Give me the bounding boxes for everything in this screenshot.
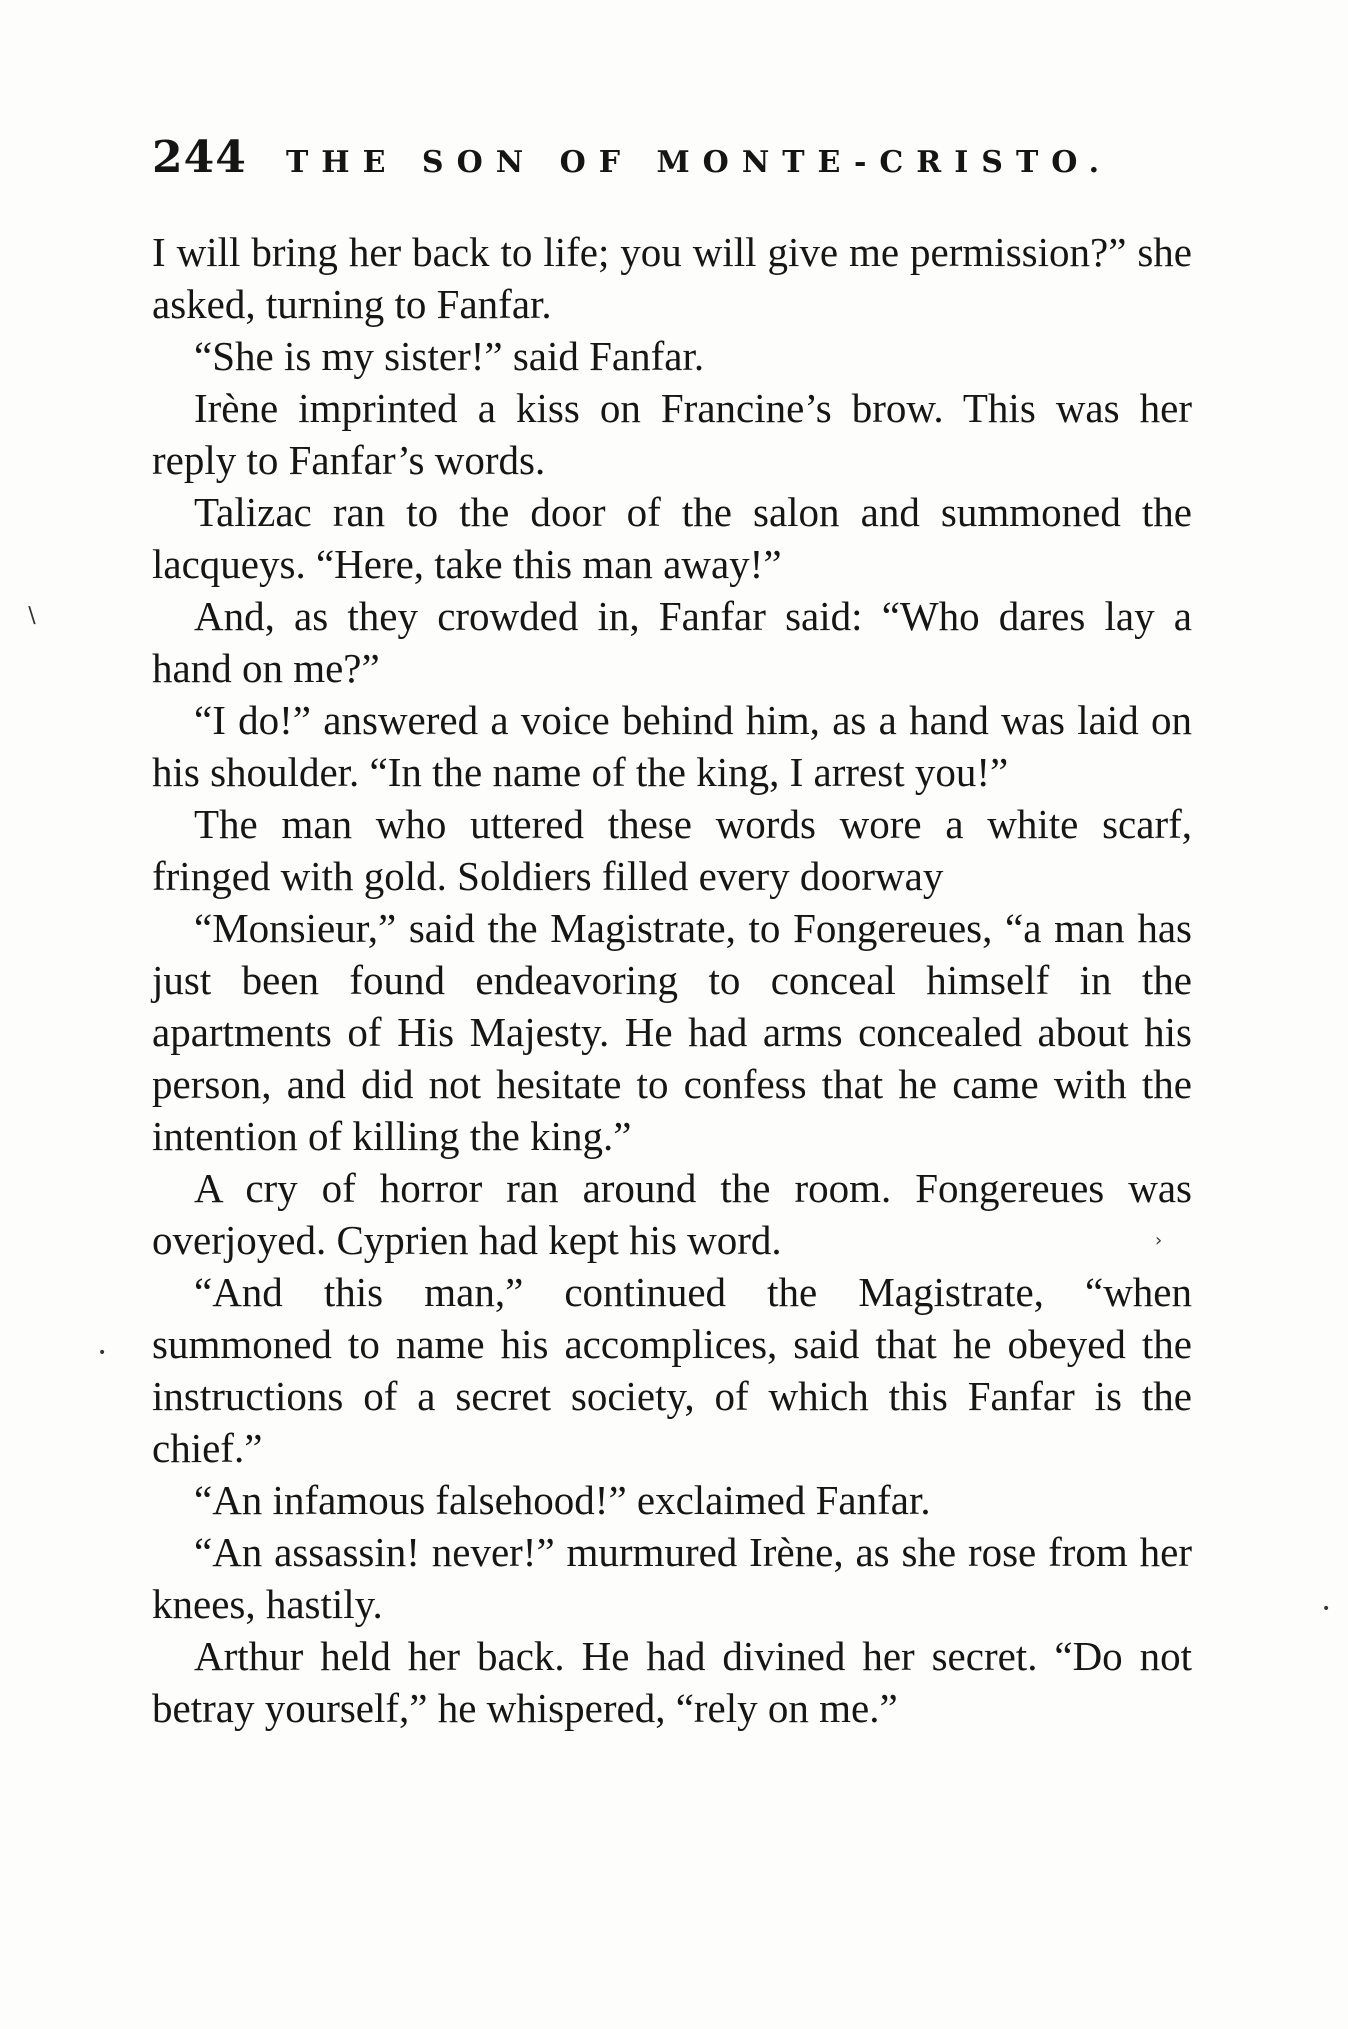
body-text [152, 226, 1192, 1734]
stray-mark-left-lower: • [98, 1345, 107, 1361]
running-title: THE SON OF MONTE-CRISTO. [285, 145, 1113, 180]
stray-mark-right-middle: › [1155, 1230, 1163, 1251]
paragraph: The man who uttered these words wore a white scarf, fringed with gold. Soldiers filled every doorway [152, 801, 1192, 899]
paragraph: I will bring her back to life; you will give me permission?” she asked, turning to Fanfar. [152, 229, 1192, 327]
stray-mark-right-lower: • [1322, 1601, 1331, 1617]
paragraph: Irène imprinted a kiss on Francine’s brow. This was her reply to Fanfar’s words. [152, 385, 1192, 483]
paragraph: “Monsieur,” said the Magistrate, to Fongereues, “a man has just been found endeavoring to conceal himself in the apartments of His Majesty. He had arms concealed about his person, and did not hesitate to confess that he came with the intention of killing the king.” [152, 905, 1192, 1159]
stray-mark-left-upper: ∖ [24, 604, 39, 629]
paragraph: “And this man,” continued the Magistrate, “when summoned to name his accomplices, said that he obeyed the instructions of a secret society, of which this Fanfar is the chief.” [152, 1269, 1192, 1471]
page-number: 244 [152, 132, 247, 183]
paragraph: “She is my sister!” said Fanfar. [194, 333, 705, 379]
paragraph: A cry of horror ran around the room. Fongereues was overjoyed. Cyprien had kept his word. [152, 1165, 1192, 1263]
paragraph: Talizac ran to the door of the salon and summoned the lacqueys. “Here, take this man away!” [152, 489, 1192, 587]
paragraph: And, as they crowded in, Fanfar said: “Who dares lay a hand on me?” [152, 593, 1192, 691]
paragraph: “I do!” answered a voice behind him, as a hand was laid on his shoulder. “In the name of the king, I arrest you!” [152, 697, 1192, 795]
paragraph: “An infamous falsehood!” exclaimed Fanfar. [194, 1477, 931, 1523]
paragraph: “An assassin! never!” murmured Irène, as she rose from her knees, hastily. [152, 1529, 1192, 1627]
running-header [152, 132, 1192, 192]
paragraph: Arthur held her back. He had divined her secret. “Do not betray yourself,” he whispered, “rely on me.” [152, 1633, 1192, 1731]
